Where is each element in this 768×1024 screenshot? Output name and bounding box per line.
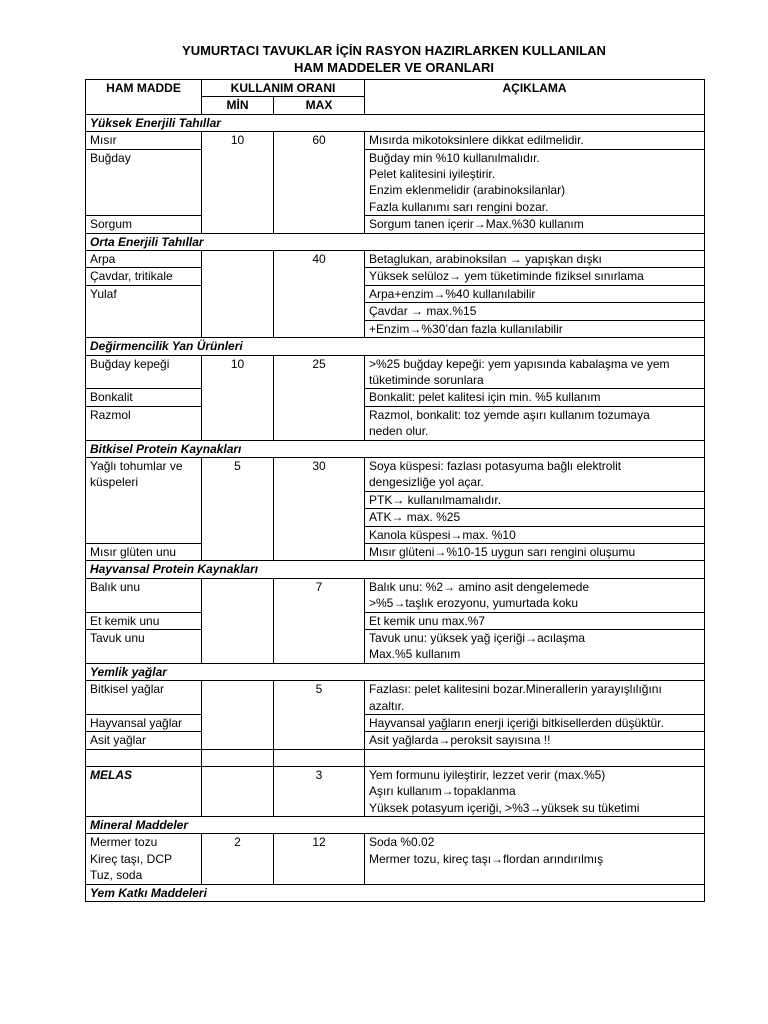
- section-row: [86, 114, 705, 131]
- empty-cell: [274, 749, 365, 766]
- section-title: Değirmencilik Yan Ürünleri: [86, 338, 705, 355]
- min-value: [202, 766, 274, 816]
- table-row: [86, 543, 705, 560]
- item-name-line: Tuz, soda: [90, 868, 143, 883]
- note: Enzim eklenmelidir (arabinoksilanlar): [369, 183, 566, 198]
- table-row: [86, 285, 705, 302]
- item-name: Arpa: [86, 251, 202, 268]
- item-name: [86, 834, 202, 884]
- table-row: [86, 389, 705, 406]
- item-name-line: Yağlı tohumlar ve: [90, 458, 183, 473]
- section-title: Yemlik yağlar: [86, 663, 705, 680]
- table-row: [86, 457, 705, 491]
- note: Fazlası: pelet kalitesini bozar.Minerallerin yarayışlılığını: [369, 682, 662, 697]
- note: Soda %0.02: [369, 835, 435, 850]
- item-name-line: küspeleri: [90, 475, 139, 490]
- item-name: Hayvansal yağlar: [86, 715, 202, 732]
- note: PTK→ kullanılmamalıdır.: [365, 491, 705, 508]
- note: Yüksek selüloz→ yem tüketiminde fiziksel sınırlama: [365, 268, 705, 285]
- table-row: [86, 715, 705, 732]
- note: >%25 buğday kepeği: yem yapısında kabalaşma ve yem: [369, 356, 670, 371]
- table-row: [86, 834, 705, 884]
- item-name: Buğday: [86, 149, 202, 216]
- note: azaltır.: [369, 698, 405, 713]
- max-value: 7: [274, 578, 365, 663]
- note: Hayvansal yağların enerji içeriği bitkisellerden düşüktür.: [365, 715, 705, 732]
- table-row: [86, 766, 705, 816]
- section-row: [86, 561, 705, 578]
- item-name: MELAS: [86, 766, 202, 816]
- max-value: 25: [274, 355, 365, 440]
- item-name: Sorgum: [86, 216, 202, 233]
- note: dengesizliğe yol açar.: [369, 475, 484, 490]
- item-name-line: Kireç taşı, DCP: [90, 851, 173, 866]
- table-row: [86, 355, 705, 389]
- item-name: Çavdar, tritikale: [86, 268, 202, 285]
- table-row: [86, 681, 705, 715]
- note: Buğday min %10 kullanılmalıdır.: [369, 150, 540, 165]
- note: Tavuk unu: yüksek yağ içeriği→acılaşma: [369, 631, 586, 645]
- title-line-1: YUMURTACI TAVUKLAR İÇİN RASYON HAZIRLARKEN KULLANILAN: [182, 43, 606, 58]
- min-value: [202, 251, 274, 338]
- note: Razmol, bonkalit: toz yemde aşırı kullanım tozumaya: [369, 407, 650, 422]
- table-row: [86, 406, 705, 440]
- note: Aşırı kullanım→topaklanma: [369, 784, 516, 799]
- note-block: [365, 834, 705, 884]
- note-block: [365, 149, 705, 216]
- max-value: 12: [274, 834, 365, 884]
- section-row: [86, 663, 705, 680]
- note: tüketiminde sorunlara: [369, 372, 484, 387]
- item-name: Tavuk unu: [86, 630, 202, 664]
- note: Bonkalit: pelet kalitesi için min. %5 kullanım: [365, 389, 705, 406]
- header-min: MİN: [202, 97, 274, 114]
- min-value: 5: [202, 457, 274, 560]
- table-row: [86, 578, 705, 612]
- note-block: [365, 457, 705, 491]
- ingredients-table: [85, 79, 705, 902]
- min-value: [202, 681, 274, 750]
- item-name: Bonkalit: [86, 389, 202, 406]
- table-row: [86, 732, 705, 749]
- table-row: [86, 216, 705, 233]
- empty-cell: [86, 749, 202, 766]
- note: Betaglukan, arabinoksilan → yapışkan dışkı: [365, 251, 705, 268]
- note: Çavdar → max.%15: [365, 303, 705, 320]
- note: Yem formunu iyileştirir, lezzet verir (max.%5): [369, 767, 606, 782]
- title-line-2: HAM MADDELER VE ORANLARI: [293, 60, 495, 75]
- max-value: 30: [274, 457, 365, 560]
- note: +Enzim→%30’dan fazla kullanılabilir: [365, 320, 705, 337]
- document-title: [84, 42, 704, 76]
- item-name: [86, 457, 202, 543]
- min-value: [202, 578, 274, 663]
- empty-row: [86, 749, 705, 766]
- note: Sorgum tanen içerir→Max.%30 kullanım: [365, 216, 705, 233]
- note: Kanola küspesi→max. %10: [365, 526, 705, 543]
- table-row: [86, 268, 705, 285]
- header-aciklama: AÇIKLAMA: [365, 80, 705, 115]
- empty-cell: [202, 749, 274, 766]
- item-name: Mısır glüten unu: [86, 543, 202, 560]
- table-header-row: [86, 80, 705, 97]
- table-row: [86, 630, 705, 664]
- empty-cell: [365, 749, 705, 766]
- note-block: [365, 355, 705, 389]
- min-value: 10: [202, 355, 274, 440]
- item-name: Bitkisel yağlar: [86, 681, 202, 715]
- note: Mermer tozu, kireç taşı→flordan arındırılmış: [369, 851, 604, 866]
- note: Asit yağlarda→peroksit sayısına !!: [365, 732, 705, 749]
- note-block: [365, 681, 705, 715]
- note: neden olur.: [369, 424, 429, 439]
- note: Mısır glüteni→%10-15 uygun sarı rengini oluşumu: [365, 543, 705, 560]
- header-ham-madde: HAM MADDE: [86, 80, 202, 115]
- min-value: 10: [202, 132, 274, 233]
- note-block: [365, 766, 705, 816]
- note: Fazla kullanımı sarı rengini bozar.: [369, 199, 549, 214]
- section-title: Orta Enerjili Tahıllar: [86, 233, 705, 250]
- note-block: [365, 630, 705, 664]
- table-row: [86, 149, 705, 216]
- item-name: Buğday kepeği: [86, 355, 202, 389]
- max-value: 40: [274, 251, 365, 338]
- section-row: [86, 338, 705, 355]
- max-value: 3: [274, 766, 365, 816]
- note: Pelet kalitesini iyileştirir.: [369, 167, 496, 182]
- section-row: [86, 884, 705, 901]
- item-name: Et kemik unu: [86, 612, 202, 629]
- note: Arpa+enzim→%40 kullanılabilir: [365, 285, 705, 302]
- item-name: Razmol: [86, 406, 202, 440]
- note: Et kemik unu max.%7: [365, 612, 705, 629]
- header-max: MAX: [274, 97, 365, 114]
- min-value: 2: [202, 834, 274, 884]
- note: Mısırda mikotoksinlere dikkat edilmelidir.: [365, 132, 705, 149]
- table-row: [86, 251, 705, 268]
- section-title: Bitkisel Protein Kaynakları: [86, 440, 705, 457]
- note-block: [365, 406, 705, 440]
- item-name-line: Mermer tozu: [90, 835, 158, 850]
- table-row: [86, 132, 705, 149]
- header-kullanim-orani: KULLANIM ORANI: [202, 80, 365, 97]
- item-name: Asit yağlar: [86, 732, 202, 749]
- note: ATK→ max. %25: [365, 509, 705, 526]
- max-value: 60: [274, 132, 365, 233]
- note: Balık unu: %2→ amino asit dengelemede: [369, 579, 590, 594]
- section-row: [86, 440, 705, 457]
- section-row: [86, 233, 705, 250]
- table-row: [86, 612, 705, 629]
- note: >%5→taşlık erozyonu, yumurtada koku: [369, 596, 579, 611]
- section-title: Yüksek Enerjili Tahıllar: [86, 114, 705, 131]
- section-title: Yem Katkı Maddeleri: [86, 884, 705, 901]
- note: Yüksek potasyum içeriği, >%3→yüksek su tüketimi: [369, 800, 640, 815]
- item-name: Balık unu: [86, 578, 202, 612]
- item-name: Yulaf: [86, 285, 202, 337]
- note: Soya küspesi: fazlası potasyuma bağlı elektrolit: [369, 458, 622, 473]
- note-block: [365, 578, 705, 612]
- section-row: [86, 817, 705, 834]
- item-name: Mısır: [86, 132, 202, 149]
- section-title: Hayvansal Protein Kaynakları: [86, 561, 705, 578]
- section-title: Mineral Maddeler: [86, 817, 705, 834]
- note: Max.%5 kullanım: [369, 647, 461, 662]
- max-value: 5: [274, 681, 365, 750]
